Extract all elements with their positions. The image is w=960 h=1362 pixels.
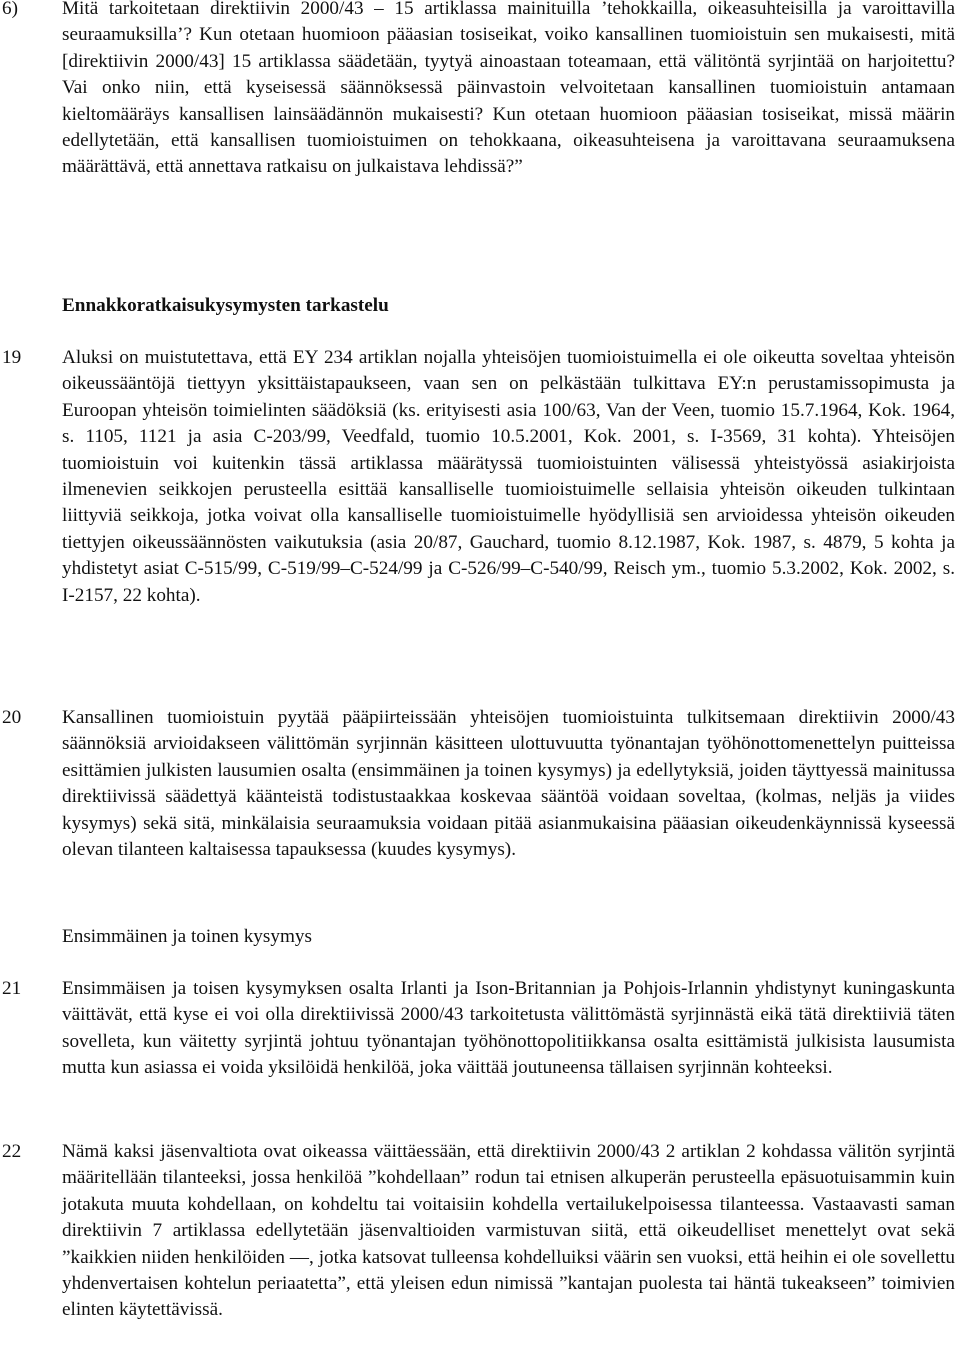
paragraph-number: 22 [2, 1141, 22, 1162]
paragraph-number: 21 [2, 978, 22, 999]
paragraph-number: 19 [2, 347, 22, 368]
paragraph-22: Nämä kaksi jäsenvaltiota ovat oikeassa väittäessään, että direktiivin 2000/43 2 artiklan 2 kohdassa välitön syrjintä määritellään tilanteeksi, jossa henkilöä ”kohdellaan” rodun tai etnisen alkuperän perusteella epäsuotuisammin kuin jotakuta muuta kohdellaan, on kohdeltu tai voitaisiin kohdella vertailukelpoisessa tilanteessa. Vastaavasti saman direktiivin 7 artiklassa edellytetään jäsenvaltioiden varmistuvan siitä, että oikeudelliset menettelyt ovat sekä ”kaikkien niiden henkilöiden ––, jotka katsovat tulleensa kohdelluiksi väärin sen vuoksi, että heihin ei ole sovellettu yhdenvertaisen kohtelun periaatetta”, että yleisen edun nimissä ”kantajan puolesta tai häntä tukeakseen” toimivien elinten käytettävissä. [62, 1141, 955, 1321]
paragraph-number: 20 [2, 707, 22, 728]
paragraph-20: Kansallinen tuomioistuin pyytää pääpiirteissään yhteisöjen tuomioistuinta tulkitsemaan direktiivin 2000/43 säännöksiä arvioidakseen välittömän syrjinnän käsitteen ulottuvuutta työnantajan työhönottomenettelyn puitteissa esittämien julkisten lausumien osalta (ensimmäinen ja toinen kysymys) ja edellytyksiä, joiden täyttyessä mainitussa direktiivissä säädettyä käänteistä todistustaakkaa koskevaa sääntöä voidaan soveltaa, (kolmas, neljäs ja viides kysymys) sekä sitä, minkälaisia seuraamuksia voidaan pitää asianmukaisina pääasian oikeudenkäynnissä kyseessä olevan tilanteen kaltaisessa tapauksessa (kuudes kysymys). [62, 707, 955, 861]
question-6-text: Mitä tarkoitetaan direktiivin 2000/43 – 15 artiklassa mainituilla ’tehokkailla, oikeasuhteisilla ja varoittavilla seuraamuksilla’? Kun otetaan huomioon pääasian tosiseikat, voiko kansallinen tuomioistuin sen mukaisesti, mitä [direktiivin 2000/43] 15 artiklassa säädetään, tyytyä ainoastaan toteamaan, että välitöntä syrjintää on harjoitettu? Vai onko niin, että kyseisessä säännöksessä päinvastoin velvoitetaan kansallinen tuomioistuin antamaan kieltomääräys kansallisen lainsäädännön mukaisesti? Kun otetaan huomioon pääasian tosiseikat, missä määrin edellytetään, että kansallisen tuomioistuimen on tehokkaana, oikeasuhteisena ja varoittavana seuraamuksena määrättävä, että annettava ratkaisu on julkaistava lehdissä?” [62, 0, 955, 178]
question-number: 6) [2, 0, 18, 19]
section-heading: Ennakkoratkaisukysymysten tarkastelu [62, 295, 389, 316]
subsection-heading: Ensimmäinen ja toinen kysymys [62, 926, 312, 947]
paragraph-21: Ensimmäisen ja toisen kysymyksen osalta Irlanti ja Ison-Britannian ja Pohjois-Irlannin yhdistynyt kuningaskunta väittävät, että kyse ei voi olla direktiivissä 2000/43 tarkoitetusta välittömästä syrjinnästä eikä tätä direktiiviä täten sovelleta, kun väitetty syrjintä johtuu työnantajan työhönottopolitiikkansa osalta esittämistä julkisista lausumista mutta kun asiassa ei voida yksilöidä henkilöä, joka väittää joutuneensa tällaisen syrjinnän kohteeksi. [62, 978, 955, 1079]
paragraph-19: Aluksi on muistutettava, että EY 234 artiklan nojalla yhteisöjen tuomioistuimella ei ole oikeutta soveltaa yhteisön oikeussääntöjä tiettyyn yksittäistapaukseen, vaan sen on pelkästään tulkittava EY:n perustamissopimusta ja Euroopan yhteisön toimielinten säädöksiä (ks. erityisesti asia 100/63, Van der Veen, tuomio 15.7.1964, Kok. 1964, s. 1105, 1121 ja asia C-203/99, Veedfald, tuomio 10.5.2001, Kok. 2001, s. I-3569, 31 kohta). Yhteisöjen tuomioistuin voi kuitenkin tässä artiklassa määrätyssä tuomioistuinten välisessä yhteistyössä asiakirjoista ilmenevien seikkojen perusteella esittää kansalliselle tuomioistuimelle sellaisia yhteisön oikeuden tulkintaan liittyviä seikkoja, jotka voivat olla kansalliselle tuomioistuimelle hyödyllisiä sen arvioidessa yhteisön oikeuden tiettyjen oikeussäännösten vaikutuksia (asia 20/87, Gauchard, tuomio 8.12.1987, Kok. 1987, s. 4879, 5 kohta ja yhdistetyt asiat C-515/99, C-519/99–C-524/99 ja C-526/99–C-540/99, Reisch ym., tuomio 5.3.2002, Kok. 2002, s. I-2157, 22 kohta). [62, 347, 955, 606]
